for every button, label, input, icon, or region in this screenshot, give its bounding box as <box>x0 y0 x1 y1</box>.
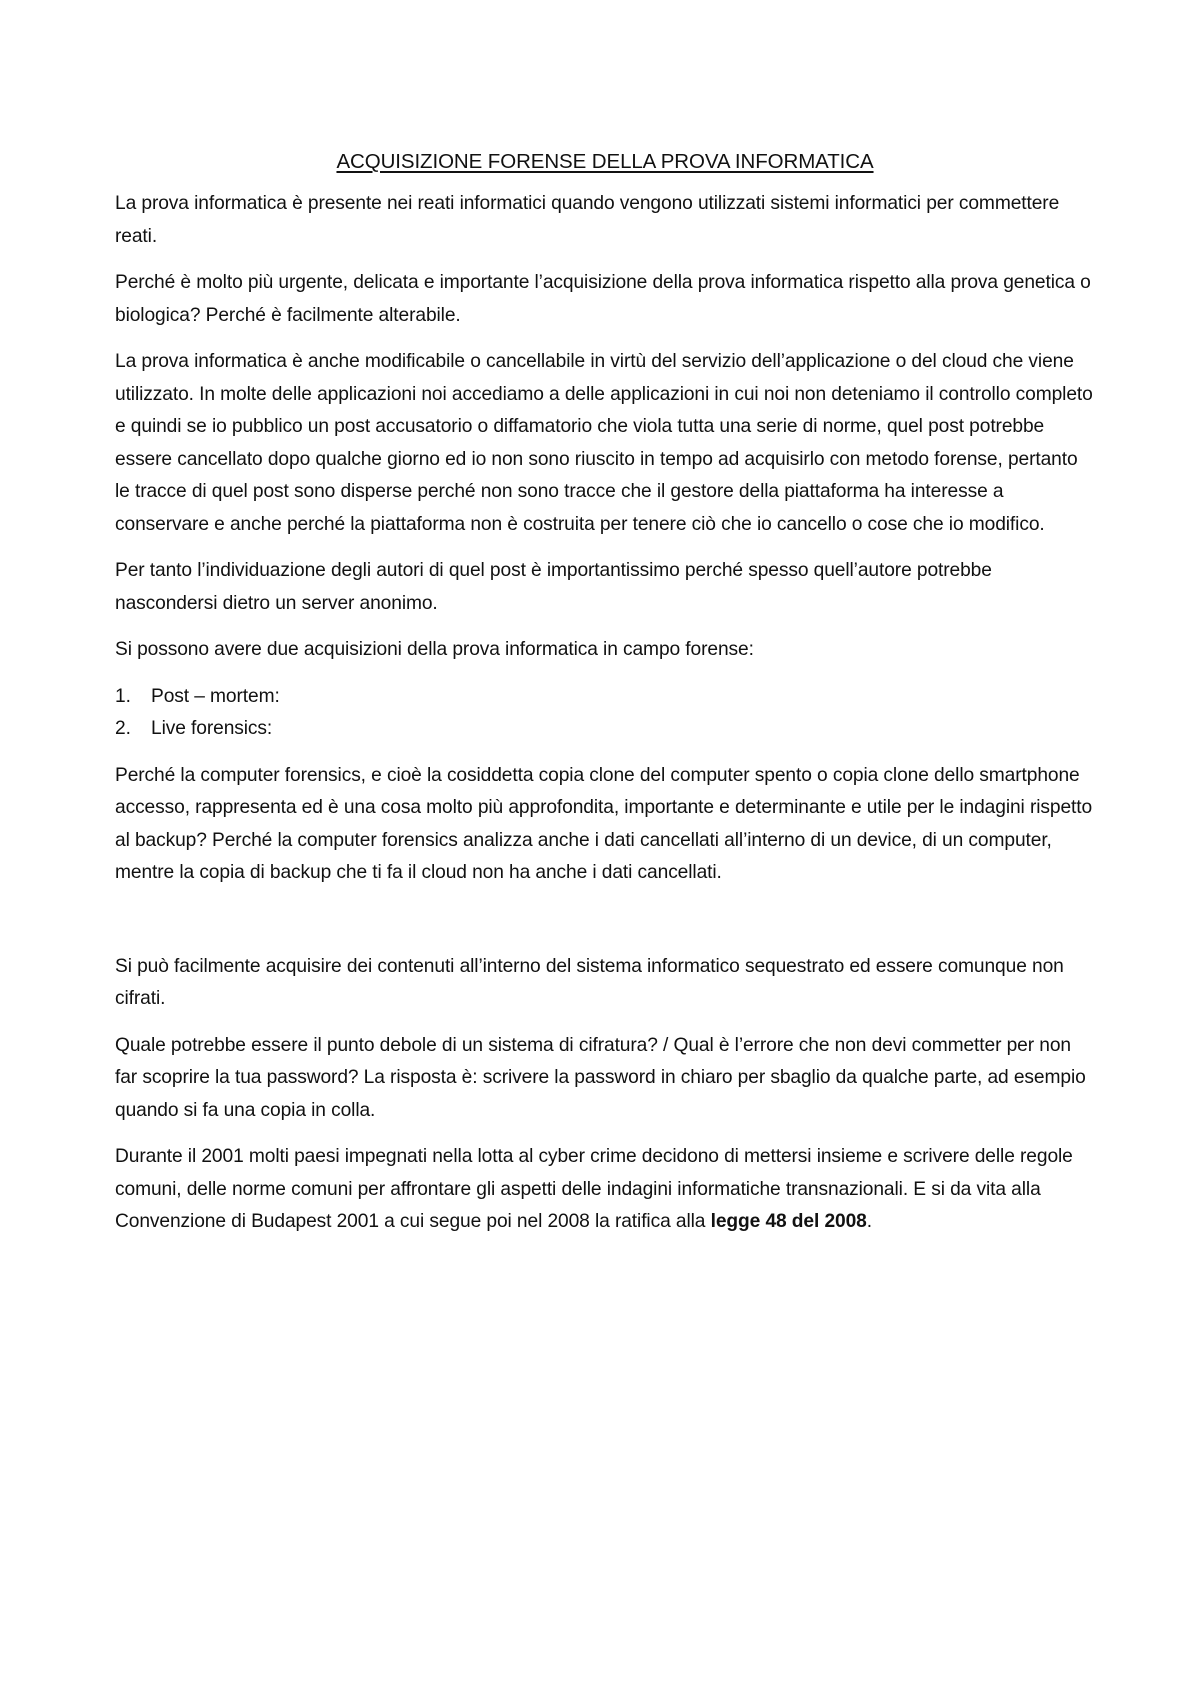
list-item <box>115 713 1095 746</box>
paragraph-9-end: . <box>866 1211 872 1232</box>
paragraph-4: Per tanto l’individuazione degli autori di quel post è importantissimo perché spesso quell’autore potrebbe nascondersi dietro un server anonimo. <box>115 560 992 614</box>
list-item-text: Live forensics: <box>151 718 273 739</box>
paragraph-5: Si possono avere due acquisizioni della prova informatica in campo forense: <box>115 639 754 660</box>
document-body <box>115 146 1095 1253</box>
paragraph-9 <box>115 1141 1095 1239</box>
list-item-text: Post – mortem: <box>151 685 280 707</box>
acquisition-types-list <box>115 681 1095 746</box>
list-item-number: 1. <box>115 685 131 707</box>
paragraph-8: Quale potrebbe essere il punto debole di un sistema di cifratura? / Qual è l’errore che non devi commetter per non far scoprire la tua password? La risposta è: scrivere la password in chiaro per sbaglio da qualche parte, ad esempio quando si fa una copia in colla. <box>115 1034 1086 1121</box>
paragraph-6: Perché la computer forensics, e cioè la cosiddetta copia clone del computer spento o copia clone dello smartphone accesso, rappresenta ed è una cosa molto più approfondita, importante e determinante e utile per le indagini rispetto al backup? Perché la computer forensics analizza anche i dati cancellati all’interno di un device, di un computer, mentre la copia di backup che ti fa il cloud non ha anche i dati cancellati. <box>115 764 1093 883</box>
document-title: ACQUISIZIONE FORENSE DELLA PROVA INFORMATICA <box>336 150 874 173</box>
law-reference: legge 48 del 2008 <box>710 1211 867 1232</box>
blank-gap <box>115 904 1095 951</box>
paragraph-2: Perché è molto più urgente, delicata e importante l’acquisizione della prova informatica rispetto alla prova genetica o biologica? Perché è facilmente alterabile. <box>115 272 1091 326</box>
paragraph-9-text: Durante il 2001 molti paesi impegnati nella lotta al cyber crime decidono di mettersi insieme e scrivere delle regole comuni, delle norme comuni per affrontare gli aspetti delle indagini informatiche transnazionali. E si da vita alla Convenzione di Budapest 2001 a cui segue poi nel 2008 la ratifica alla <box>115 1146 1073 1232</box>
list-item-number: 2. <box>115 718 131 739</box>
paragraph-1: La prova informatica è presente nei reati informatici quando vengono utilizzati sistemi informatici per commettere reati. <box>115 193 1060 247</box>
paragraph-7: Si può facilmente acquisire dei contenuti all’interno del sistema informatico sequestrato ed essere comunque non cifrati. <box>115 955 1064 1009</box>
list-item <box>115 681 1095 714</box>
paragraph-3: La prova informatica è anche modificabile o cancellabile in virtù del servizio dell’applicazione o del cloud che viene utilizzato. In molte delle applicazioni noi accediamo a delle applicazioni in cui noi non deteniamo il controllo completo e quindi se io pubblico un post accusatorio o diffamatorio che viola tutta una serie di norme, quel post potrebbe essere cancellato dopo qualche giorno ed io non sono riuscito in tempo ad acquisirlo con metodo forense, pertanto le tracce di quel post sono disperse perché non sono tracce che il gestore della piattaforma ha interesse a conservare e anche perché la piattaforma non è costruita per tenere ciò che io cancello o cose che io modifico. <box>115 351 1093 535</box>
